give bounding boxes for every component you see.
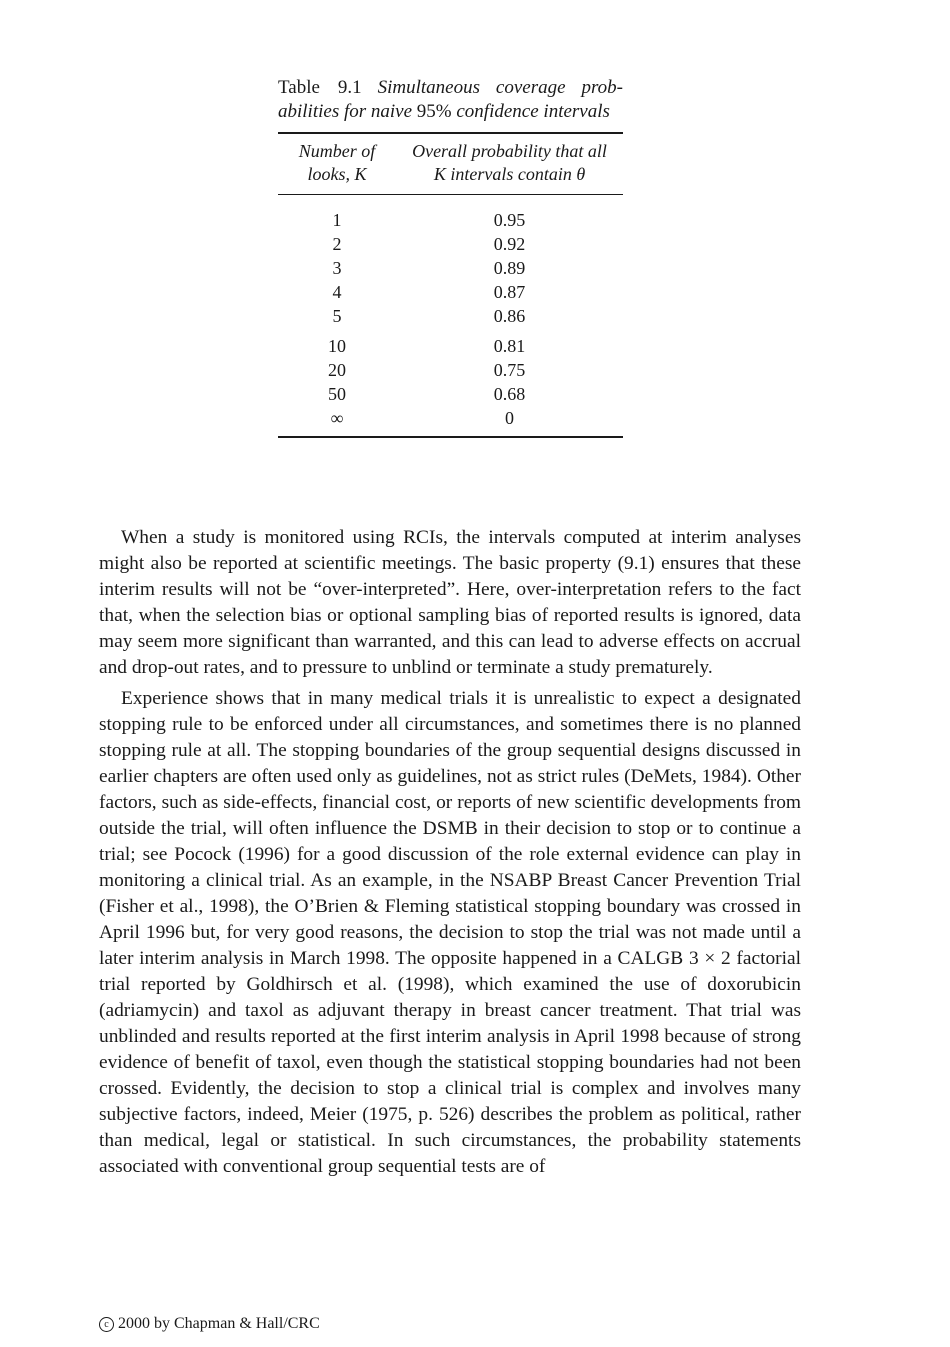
table-header [278, 134, 623, 194]
copyright-footer [99, 1313, 320, 1335]
table-caption-line1: Simultaneous coverage prob- [377, 77, 623, 98]
cell-overall-probability: 0.68 [493, 384, 526, 404]
table-row [278, 358, 623, 382]
copyright-text: 2000 by Chapman & Hall/CRC [118, 1315, 320, 1332]
table-row [278, 208, 623, 232]
cell-overall-probability: 0.89 [493, 258, 526, 278]
table-caption [278, 76, 623, 124]
cell-overall-probability: 0.81 [493, 336, 526, 356]
table-row [278, 280, 623, 304]
cell-number-of-looks: 10 [328, 336, 346, 356]
paragraph-2: Experience shows that in many medical trials it is unrealistic to expect a designated stopping rule to be enforced under all circumstances, and sometimes there is no planned stopping rule at all. The stopping boundaries of the group sequential designs discussed in earlier chapters are often used only as guidelines, not as strict rules (DeMets, 1984). Other factors, such as side-effects, financial cost, or reports of new scientific developments from outside the trial, will often influence the DSMB in their decision to stop or to continue a trial; see Pocock (1996) for a good discussion of the role external evidence can play in monitoring a clinical trial. As an example, in the NSABP Breast Cancer Prevention Trial (Fisher et al., 1998), the O’Brien & Fleming statistical stopping boundary was crossed in April 1996 but, for very good reasons, the decision to stop the trial was not made until a later interim analysis in March 1998. The opposite happened in a CALGB 3 × 2 factorial trial reported by Goldhirsch et al. (1998), which examined the use of doxorubicin (adriamycin) and taxol as adjuvant therapy in breast cancer treatment. That trial was unblinded and results reported at the first interim analysis in April 1998 because of strong evidence of benefit of taxol, even though the statistical stopping boundaries had not been crossed. Evidently, the decision to stop a clinical trial is complex and involves many subjective factors, indeed, Meier (1975, p. 526) describes the problem as political, rather than medical, legal or statistical. In such circumstances, the probability statements associated with conventional group sequential tests are of [99, 688, 801, 1177]
cell-number-of-looks: 20 [328, 360, 346, 380]
header-number-of-looks: Number of looks, K [298, 141, 376, 184]
cell-number-of-looks: 5 [332, 306, 342, 326]
cell-overall-probability: 0.75 [493, 360, 526, 380]
table-caption-line2a: abilities for naive [278, 101, 417, 122]
table-caption-label: Table 9.1 [278, 77, 362, 98]
cell-overall-probability: 0 [505, 408, 514, 428]
table-row [278, 406, 623, 430]
table-bottom-rule [278, 436, 623, 438]
table-row [278, 304, 623, 328]
cell-overall-probability: 0.92 [493, 234, 526, 254]
cell-number-of-looks: 1 [332, 210, 342, 230]
cell-overall-probability: 0.86 [493, 306, 526, 326]
table-row-group-1 [278, 208, 623, 328]
table-row [278, 256, 623, 280]
cell-number-of-looks: 3 [332, 258, 342, 278]
header-overall-probability: Overall probability that all K intervals contain θ [412, 141, 607, 184]
cell-number-of-looks: 50 [328, 384, 346, 404]
table-body [278, 195, 623, 436]
copyright-icon: c [99, 1317, 114, 1332]
paragraph-1: When a study is monitored using RCIs, the intervals computed at interim analyses might also be reported at scientific meetings. The basic property (9.1) ensures that these interim results will not be “over-interpreted”. Here, over-interpretation refers to the fact that, when the selection bias or optional sampling bias of reported results is ignored, data may seem more significant than warranted, and this can lead to adverse effects on accrual and drop-out rates, and to pressure to unblind or terminate a study prematurely. [99, 527, 801, 678]
table-row-group-2 [278, 334, 623, 430]
table-caption-line2b: 95% [416, 101, 452, 122]
table-9-1 [278, 76, 623, 438]
cell-number-of-looks: ∞ [330, 408, 344, 428]
table-row [278, 382, 623, 406]
table-row [278, 334, 623, 358]
body-text [99, 525, 801, 1180]
table-row [278, 232, 623, 256]
cell-number-of-looks: 4 [332, 282, 342, 302]
cell-overall-probability: 0.95 [493, 210, 526, 230]
cell-overall-probability: 0.87 [493, 282, 526, 302]
cell-number-of-looks: 2 [332, 234, 342, 254]
table-caption-line2c: confidence intervals [451, 101, 610, 122]
